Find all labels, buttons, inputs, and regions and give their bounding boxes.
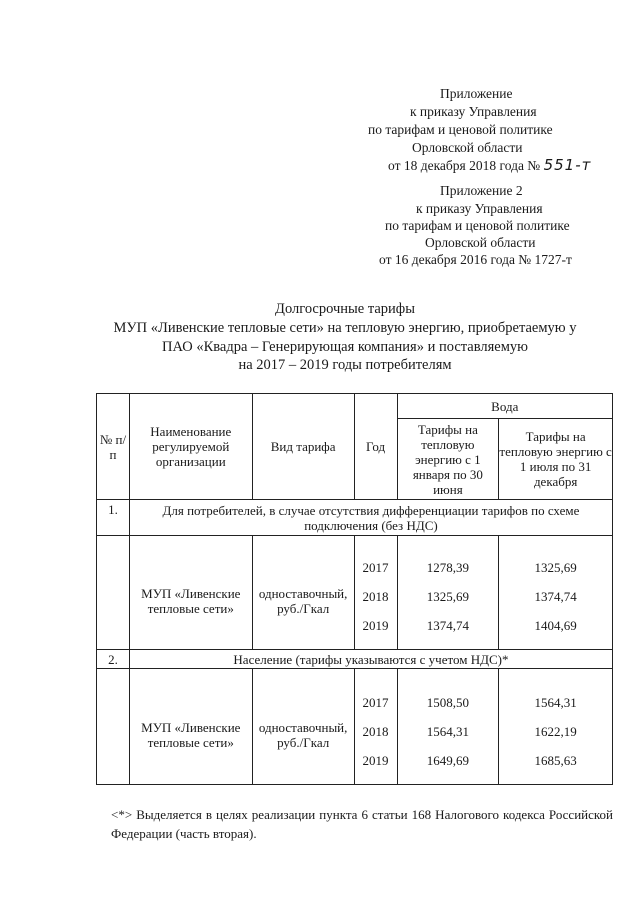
section-1-data-row [97,536,613,650]
document-subtitle-line-1: МУП «Ливенские тепловые сети» на тепловую энергию, приобретаемую у [113,320,577,336]
header-year: Год [354,394,397,500]
appendix-1-order-line [388,156,591,175]
appendix-1-order-prefix: от 18 декабря 2018 года № [388,158,541,173]
section-1-h2-2019: 1404,69 [534,617,577,633]
section-1-kind: одноставочный, руб./Гкал [252,536,354,650]
section-1-year-2017: 2017 [362,559,389,575]
section-1-org: МУП «Ливенские тепловые сети» [129,536,252,650]
section-2-h2-2019: 1685,63 [534,752,577,768]
section-2-year-2017: 2017 [362,694,389,710]
section-1-header-row [97,500,613,536]
footnote: <*> Выделяется в целях реализации пункта 6 статьи 168 Налогового кодекса Российской Федерации (часть вторая). [111,807,613,841]
section-1-h1-2019: 1374,74 [426,617,469,633]
section-2-header-row [97,650,613,669]
section-2-num-empty [97,669,130,785]
section-2-data-row [97,669,613,785]
appendix-2-line-1: Приложение 2 [440,183,523,198]
section-2-org: МУП «Ливенские тепловые сети» [129,669,252,785]
section-2-h1-2018: 1564,31 [426,723,469,739]
section-1-h1-2018: 1325,69 [426,588,469,604]
appendix-1-line-4: Орловской области [412,140,523,155]
section-1-year-2018: 2018 [362,588,389,604]
tariff-table [96,393,613,785]
appendix-2-line-5: от 16 декабря 2016 года № 1727-т [379,252,572,267]
section-1-label: Для потребителей, в случае отсутствия дифференциации тарифов по схеме подключения (без НДС) [129,500,612,536]
header-kind: Вид тарифа [252,394,354,500]
document-title: Долгосрочные тарифы [275,301,415,317]
section-2-num: 2. [97,650,130,669]
section-2-label: Население (тарифы указываются с учетом НДС)* [129,650,612,669]
section-2-year-2019: 2019 [362,752,389,768]
section-2-h1-2019: 1649,69 [426,752,469,768]
section-1-num: 1. [97,500,130,536]
section-2-h2-2017: 1564,31 [534,694,577,710]
section-1-year-2019: 2019 [362,617,389,633]
section-2-year-2018: 2018 [362,723,389,739]
section-2-h2-2018: 1622,19 [534,723,577,739]
document-subtitle-line-3: на 2017 – 2019 годы потребителям [238,357,452,373]
section-2-kind: одноставочный, руб./Гкал [252,669,354,785]
section-1-num-empty [97,536,130,650]
section-2-h1-2017: 1508,50 [426,694,469,710]
header-water-group: Вода [397,394,613,419]
section-1-h1-2017: 1278,39 [426,559,469,575]
appendix-1-line-1: Приложение [440,86,513,101]
header-org: Наименование регулируемой организации [129,394,252,500]
handwritten-order-number: 551-т [543,156,592,174]
header-first-half: Тарифы на тепловую энергию с 1 января по 30 июня [397,419,499,500]
section-1-h2-2017: 1325,69 [534,559,577,575]
header-second-half: Тарифы на тепловую энергию с 1 июля по 31 декабря [499,419,613,500]
appendix-2-line-3: по тарифам и ценовой политике [385,218,570,233]
document-subtitle-line-2: ПАО «Квадра – Генерирующая компания» и поставляемую [162,339,528,355]
appendix-1-line-2: к приказу Управления [410,104,537,119]
section-1-h2-2018: 1374,74 [534,588,577,604]
appendix-2-line-4: Орловской области [425,235,536,250]
header-num: № п/п [97,394,130,500]
appendix-2-line-2: к приказу Управления [416,201,543,216]
appendix-1-line-3: по тарифам и ценовой политике [368,122,553,137]
